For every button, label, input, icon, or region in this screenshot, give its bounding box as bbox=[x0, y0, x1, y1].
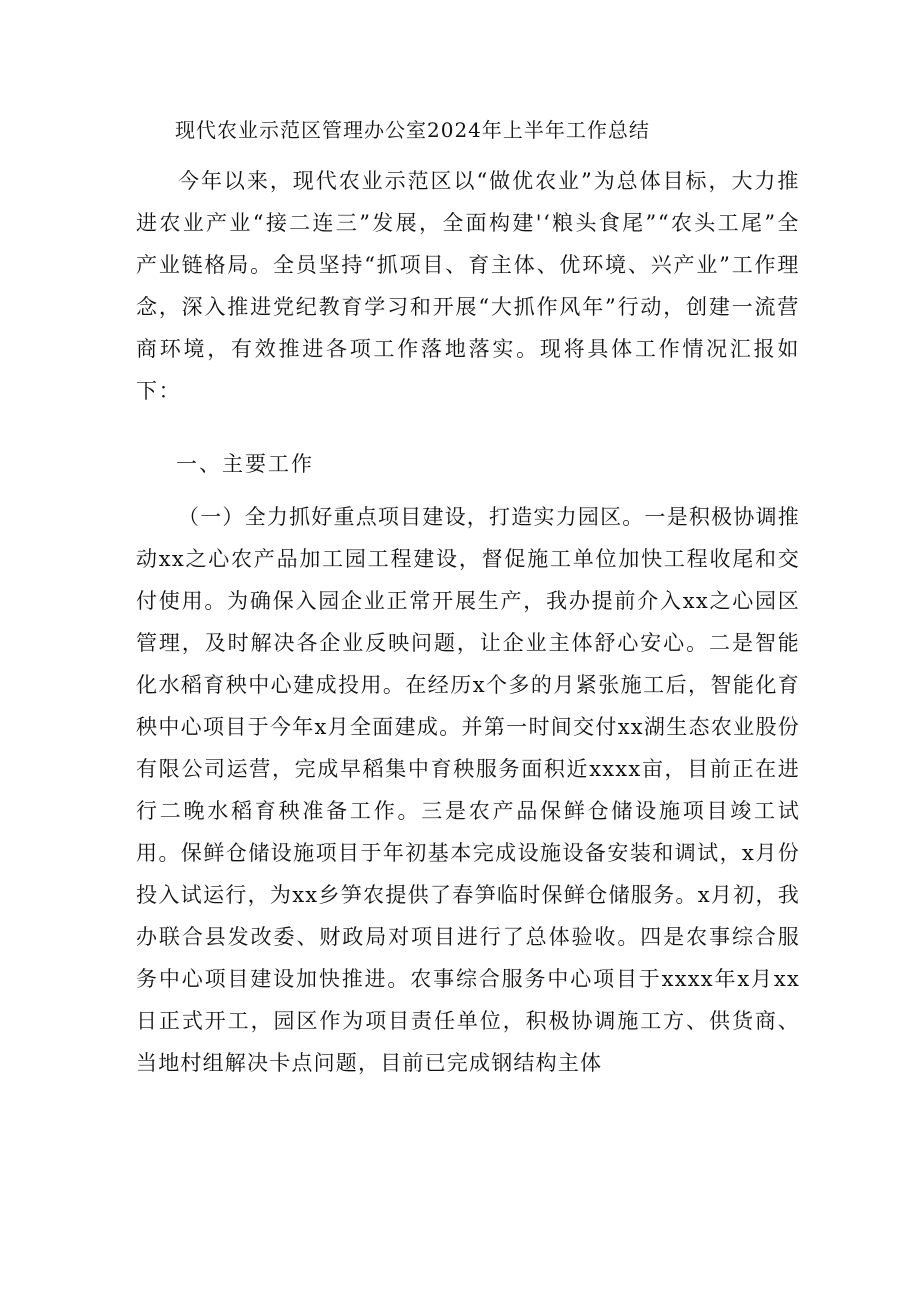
document-title: 现代农业示范区管理办公室2024年上半年工作总结 bbox=[175, 118, 650, 142]
section-paragraph: （一）全力抓好重点项目建设，打造实力园区。一是积极协调推动xx之心农产品加工园工程建设，督促施工单位加快工程收尾和交付使用。为确保入园企业正常开展生产，我办提前介入xx之心园区管理，及时解决各企业反映问题，让企业主体舒心安心。二是智能化水稻育秧中心建成投用。在经历x个多的月紧张施工后，智能化育秧中心项目于今年x月全面建成。并第一时间交付xx湖生态农业股份有限公司运营，完成早稻集中育秧服务面积近xxxx亩，目前正在进行二晚水稻育秧准备工作。三是农产品保鲜仓储设施项目竣工试用。保鲜仓储设施项目于年初基本完成设施设备安装和调试，x月份投入试运行，为xx乡笋农提供了春笋临时保鲜仓储服务。x月初，我办联合县发改委、财政局对项目进行了总体验收。四是农事综合服务中心项目建设加快推进。农事综合服务中心项目于xxxx年x月xx日正式开工，园区作为项目责任单位，积极协调施工方、供货商、当地村组解决卡点问题，目前已完成钢结构主体 bbox=[136, 505, 800, 1075]
section-heading: 一、主要工作 bbox=[176, 452, 314, 476]
intro-paragraph: 今年以来，现代农业示范区以“做优农业”为总体目标，大力推进农业产业“接二连三”发展，全面构建'‘粮头食尾”“农头工尾”全产业链格局。全员坚持“抓项目、育主体、优环境、兴产业”工作理念，深入推进党纪教育学习和开展“大抓作风年”行动，创建一流营商环境，有效推进各项工作落地落实。现将具体工作情况汇报如下： bbox=[136, 169, 800, 403]
